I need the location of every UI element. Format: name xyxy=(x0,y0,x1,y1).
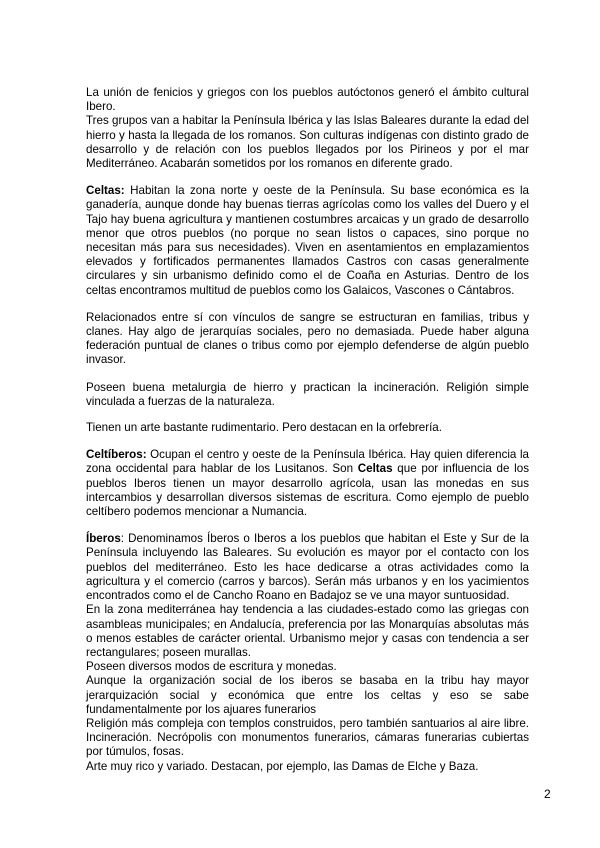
celtas-text-1: Habitan la zona norte y oeste de la Península. Su base económica es la ganadería, aunque donde hay buenas tierras agrícolas como los valles del Duero y el Tajo hay buena agricultura y mantienen costumbres arcaicas y un grado de desarrollo menor que otros pueblos (no porque no sean listos o capaces, sino porque no necesitan más para sus necesidades). Viven en asentamientos en emplazamientos elevados y fortificados permanentes llamados Castros con casas generalmente circulares y sin urbanismo definido como el de Coaña en Asturias. Dentro de los celtas encontramos multitud de pueblos como los Galaicos, Vascones o Cántabros. xyxy=(86,184,529,297)
intro-paragraph-2: Tres grupos van a habitar la Península Ibérica y las Islas Baleares durante la edad del hierro y hasta la llegada de los romanos. Son culturas indígenas con distinto grado de desarrollo y de relación con los pueblos llegados por los Pirineos y por el mar Mediterráneo. Acabarán sometidos por los romanos en diferente grado. xyxy=(86,114,529,171)
celtiberos-text-b: que por influencia de los pueblos Iberos tienen un mayor desarrollo agrícola, usan las monedas en sus intercambios y desarrollan diversos sistemas de escritura. Como ejemplo de pueblo celtíbero podemos mencionar a Numancia. xyxy=(86,462,529,519)
celtiberos-paragraph xyxy=(86,448,529,519)
celtiberos-bold-word: Celtas xyxy=(357,462,393,476)
celtas-paragraph-2: Relacionados entre sí con vínculos de sangre se estructuran en familias, tribus y clanes. Hay algo de jerarquías sociales, pero no demasiada. Puede haber alguna federación puntual de clanes o tribus como por ejemplo defenderse de algún pueblo invasor. xyxy=(86,310,529,367)
iberos-paragraph-2: En la zona mediterránea hay tendencia a las ciudades-estado como las griegas con asambleas municipales; en Andalucía, preferencia por las Monarquías absolutas más o menos estables de carácter oriental. Urbanismo mejor y casas con tendencia a ser rectangulares; poseen murallas. xyxy=(86,603,529,659)
celtiberos-heading: Celtíberos: xyxy=(86,448,147,462)
iberos-paragraph-1 xyxy=(86,532,529,603)
iberos-paragraph-6: Arte muy rico y variado. Destacan, por ejemplo, las Damas de Elche y Baza. xyxy=(86,759,479,773)
page-body xyxy=(86,86,529,774)
iberos-paragraph-3: Poseen diversos modos de escritura y monedas. xyxy=(86,660,337,674)
iberos-text-1: : Denominamos Íberos o Iberos a los pueblos que habitan el Este y Sur de la Península incluyendo las Baleares. Su evolución es mayor por el contacto con los pueblos del mediterráneo. Esto les hace dedicarse a otras actividades como la agricultura y el comercio (carros y barcos). Serán más urbanos y en los yacimientos encontrados como el de Cancho Roano en Badajoz se ve una mayor suntuosidad. xyxy=(86,532,529,603)
iberos-paragraph-5: Religión más compleja con templos construidos, pero también santuarios al aire libre. Incineración. Necrópolis con monumentos funerarios, cámaras funerarias cubiertas por túmulos, fosas. xyxy=(86,716,529,759)
celtas-heading: Celtas: xyxy=(86,184,125,198)
iberos-paragraph-4: Aunque la organización social de los iberos se basaba en la tribu hay mayor jerarquización social y económica que entre los celtas y eso se sabe fundamentalmente por los ajuares funerarios xyxy=(86,674,529,716)
celtiberos-text-a: Ocupan el centro y oeste de la Península Ibérica. Hay quien diferencia la zona occidental para hablar de los Lusitanos. Son xyxy=(86,448,529,476)
iberos-heading: Íberos xyxy=(86,532,121,546)
intro-paragraph-1: La unión de fenicios y griegos con los pueblos autóctonos generó el ámbito cultural Ibero. xyxy=(86,86,529,114)
celtas-paragraph-3: Poseen buena metalurgia de hierro y practican la incineración. Religión simple vinculada a fuerzas de la naturaleza. xyxy=(86,380,529,408)
celtas-paragraph-4: Tienen un arte bastante rudimentario. Pero destacan en la orfebrería. xyxy=(86,421,442,435)
page-number: 2 xyxy=(544,787,551,801)
celtas-paragraph-1 xyxy=(86,184,529,298)
